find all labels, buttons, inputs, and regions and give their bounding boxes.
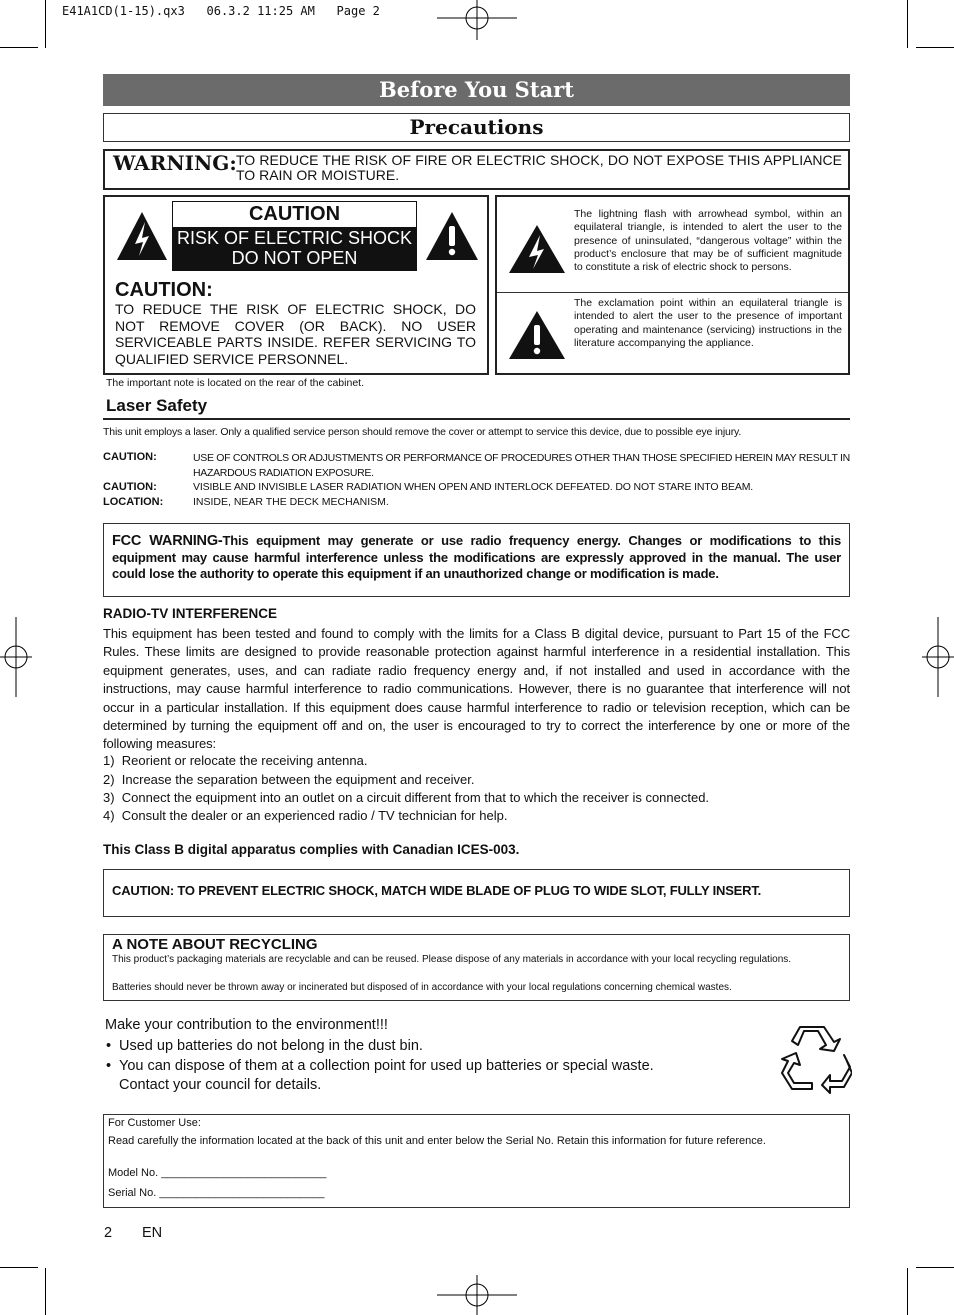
caution-box [103, 195, 489, 375]
model-number-field: Model No. ___________________________ [108, 1167, 327, 1179]
radio-body: This equipment has been tested and found to comply with the limits for a Class B digital device, pursuant to Part 15 of the FCC Rules. These limits are designed to provide reasonable protection against harmful interference in a residential installation. This equipment generates, uses, and can radiate radio frequency energy and, if not installed and used in accordance with the instructions, may cause harmful interference to radio communications. However, there is no guarantee that interference will not occur in a particular installation. If this equipment does cause harmful interference to radio or television reception, which can be determined by turning the equipment off and on, the user is encouraged to try to correct the interference by one or more of the following measures: [103, 626, 850, 752]
symbols-divider [497, 292, 848, 293]
important-note: The important note is located on the rear of the cabinet. [106, 377, 364, 389]
exclamation-triangle-icon [424, 210, 480, 262]
registration-mark-icon [0, 617, 32, 697]
bullet: • [106, 1038, 112, 1054]
header-slug: E41A1CD(1-15).qx3 06.3.2 11:25 AM Page 2 [62, 4, 380, 18]
page-title: Precautions [103, 113, 850, 142]
customer-text: Read carefully the information located at the back of this unit and enter below the Serial No. Retain this information for future reference. [108, 1135, 766, 1147]
laser-caution1: USE OF CONTROLS OR ADJUSTMENTS OR PERFORMANCE OF PROCEDURES OTHER THAN THOSE SPECIFIED HEREIN MAY RESULT IN HAZARDOUS RADIATION EXPOSURE. [193, 452, 850, 479]
bullet: • [106, 1058, 112, 1074]
fcc-warning-box [103, 523, 850, 597]
crop-mark [907, 1268, 908, 1315]
environment-bullet: Used up batteries do not belong in the dust bin. [119, 1038, 423, 1054]
crop-mark [907, 0, 908, 48]
risk-line: RISK OF ELECTRIC SHOCK [173, 227, 416, 249]
radio-item: 4) Consult the dealer or an experienced radio / TV technician for help. [103, 808, 508, 823]
recycling-title: A NOTE ABOUT RECYCLING [112, 936, 318, 953]
laser-caution2-label: CAUTION: [103, 481, 157, 493]
radio-item: 1) Reorient or relocate the receiving antenna. [103, 753, 368, 768]
lightning-triangle-icon [115, 210, 169, 262]
crop-mark [916, 1267, 954, 1268]
language-code: EN [142, 1225, 163, 1241]
laser-caution1-label: CAUTION: [103, 451, 157, 463]
warning-box [103, 149, 850, 190]
registration-mark-icon [437, 0, 517, 40]
caution-heading: CAUTION [248, 203, 341, 225]
laser-location: INSIDE, NEAR THE DECK MECHANISM. [193, 496, 389, 508]
plug-caution-text: CAUTION: TO PREVENT ELECTRIC SHOCK, MATCH WIDE BLADE OF PLUG TO WIDE SLOT, FULLY INSERT. [112, 883, 762, 898]
radio-item: 3) Connect the equipment into an outlet on a circuit different from that to which the receiver is connected. [103, 790, 710, 805]
laser-title: Laser Safety [106, 396, 208, 415]
caution-label: CAUTION: [115, 279, 213, 301]
fcc-warning-text [112, 533, 841, 583]
environment-bullet: You can dispose of them at a collection point for used up batteries or special waste. [119, 1058, 654, 1074]
laser-title-rule [103, 418, 850, 420]
lightning-triangle-icon [507, 223, 567, 275]
registration-mark-icon [922, 617, 954, 697]
serial-number-field: Serial No. ___________________________ [108, 1187, 325, 1199]
do-not-open-line: DO NOT OPEN [173, 249, 416, 270]
crop-mark [0, 47, 38, 48]
plug-caution-box [103, 869, 850, 917]
warning-label: WARNING: [113, 151, 237, 175]
fcc-warning-body: This equipment may generate or use radio frequency energy. Changes or modifications to this equipment may cause harmful interference unless the modifications are expressly approved in the manual. The user could lose the authority to operate this equipment if an unauthorized change or modification is made. [112, 533, 841, 581]
radio-item: 2) Increase the separation between the equipment and receiver. [103, 772, 475, 787]
fcc-warning-label: FCC WARNING- [112, 533, 223, 549]
laser-intro: This unit employs a laser. Only a qualified service person should remove the cover or attempt to service this device, due to possible eye injury. [103, 426, 742, 438]
radio-title: RADIO-TV INTERFERENCE [103, 606, 278, 621]
recycling-box [103, 934, 850, 1001]
crop-mark [0, 1267, 38, 1268]
crop-mark [45, 0, 46, 48]
registration-mark-icon [437, 1275, 517, 1315]
environment-bullet: Contact your council for details. [119, 1077, 322, 1093]
page-number: 2 [104, 1225, 113, 1241]
customer-title: For Customer Use: [108, 1117, 201, 1129]
environment-lead: Make your contribution to the environment!!! [105, 1017, 388, 1033]
customer-use-box [103, 1114, 850, 1208]
exclamation-description: The exclamation point within an equilateral triangle is intended to alert the user to the presence of important operating and maintenance (servicing) instructions in the literature accompanying the appliance. [574, 297, 842, 349]
recycle-icon [778, 1025, 852, 1095]
warning-text: TO REDUCE THE RISK OF FIRE OR ELECTRIC SHOCK, DO NOT EXPOSE THIS APPLIANCE TO RAIN OR MOISTURE. [236, 152, 842, 183]
section-banner: Before You Start [103, 74, 850, 106]
symbols-box [495, 195, 850, 375]
canadian-compliance: This Class B digital apparatus complies with Canadian ICES-003. [103, 842, 520, 857]
caution-text: TO REDUCE THE RISK OF ELECTRIC SHOCK, DO NOT REMOVE COVER (OR BACK). NO USER SERVICEABLE PARTS INSIDE. REFER SERVICING TO QUALIFIED SERVICE PERSONNEL. [115, 301, 476, 367]
recycling-text: This product’s packaging materials are recyclable and can be reused. Please dispose of any materials in accordance with your local recycling regulations. [112, 954, 792, 965]
lightning-description: The lightning flash with arrowhead symbol, within an equilateral triangle, is intended to alert the user to the presence of uninsulated, “dangerous voltage” within the product’s enclosure that may be of sufficient magnitude to constitute a risk of electric shock to persons. [574, 208, 842, 274]
exclamation-triangle-icon [507, 309, 567, 361]
recycling-text: Batteries should never be thrown away or incinerated but disposed of in accordance with your local regulations concerning chemical wastes. [112, 982, 732, 993]
laser-location-label: LOCATION: [103, 496, 164, 508]
crop-mark [45, 1268, 46, 1315]
caution-label-panel [172, 201, 417, 271]
crop-mark [916, 47, 954, 48]
laser-caution2: VISIBLE AND INVISIBLE LASER RADIATION WHEN OPEN AND INTERLOCK DEFEATED. DO NOT STARE INTO BEAM. [193, 481, 754, 493]
